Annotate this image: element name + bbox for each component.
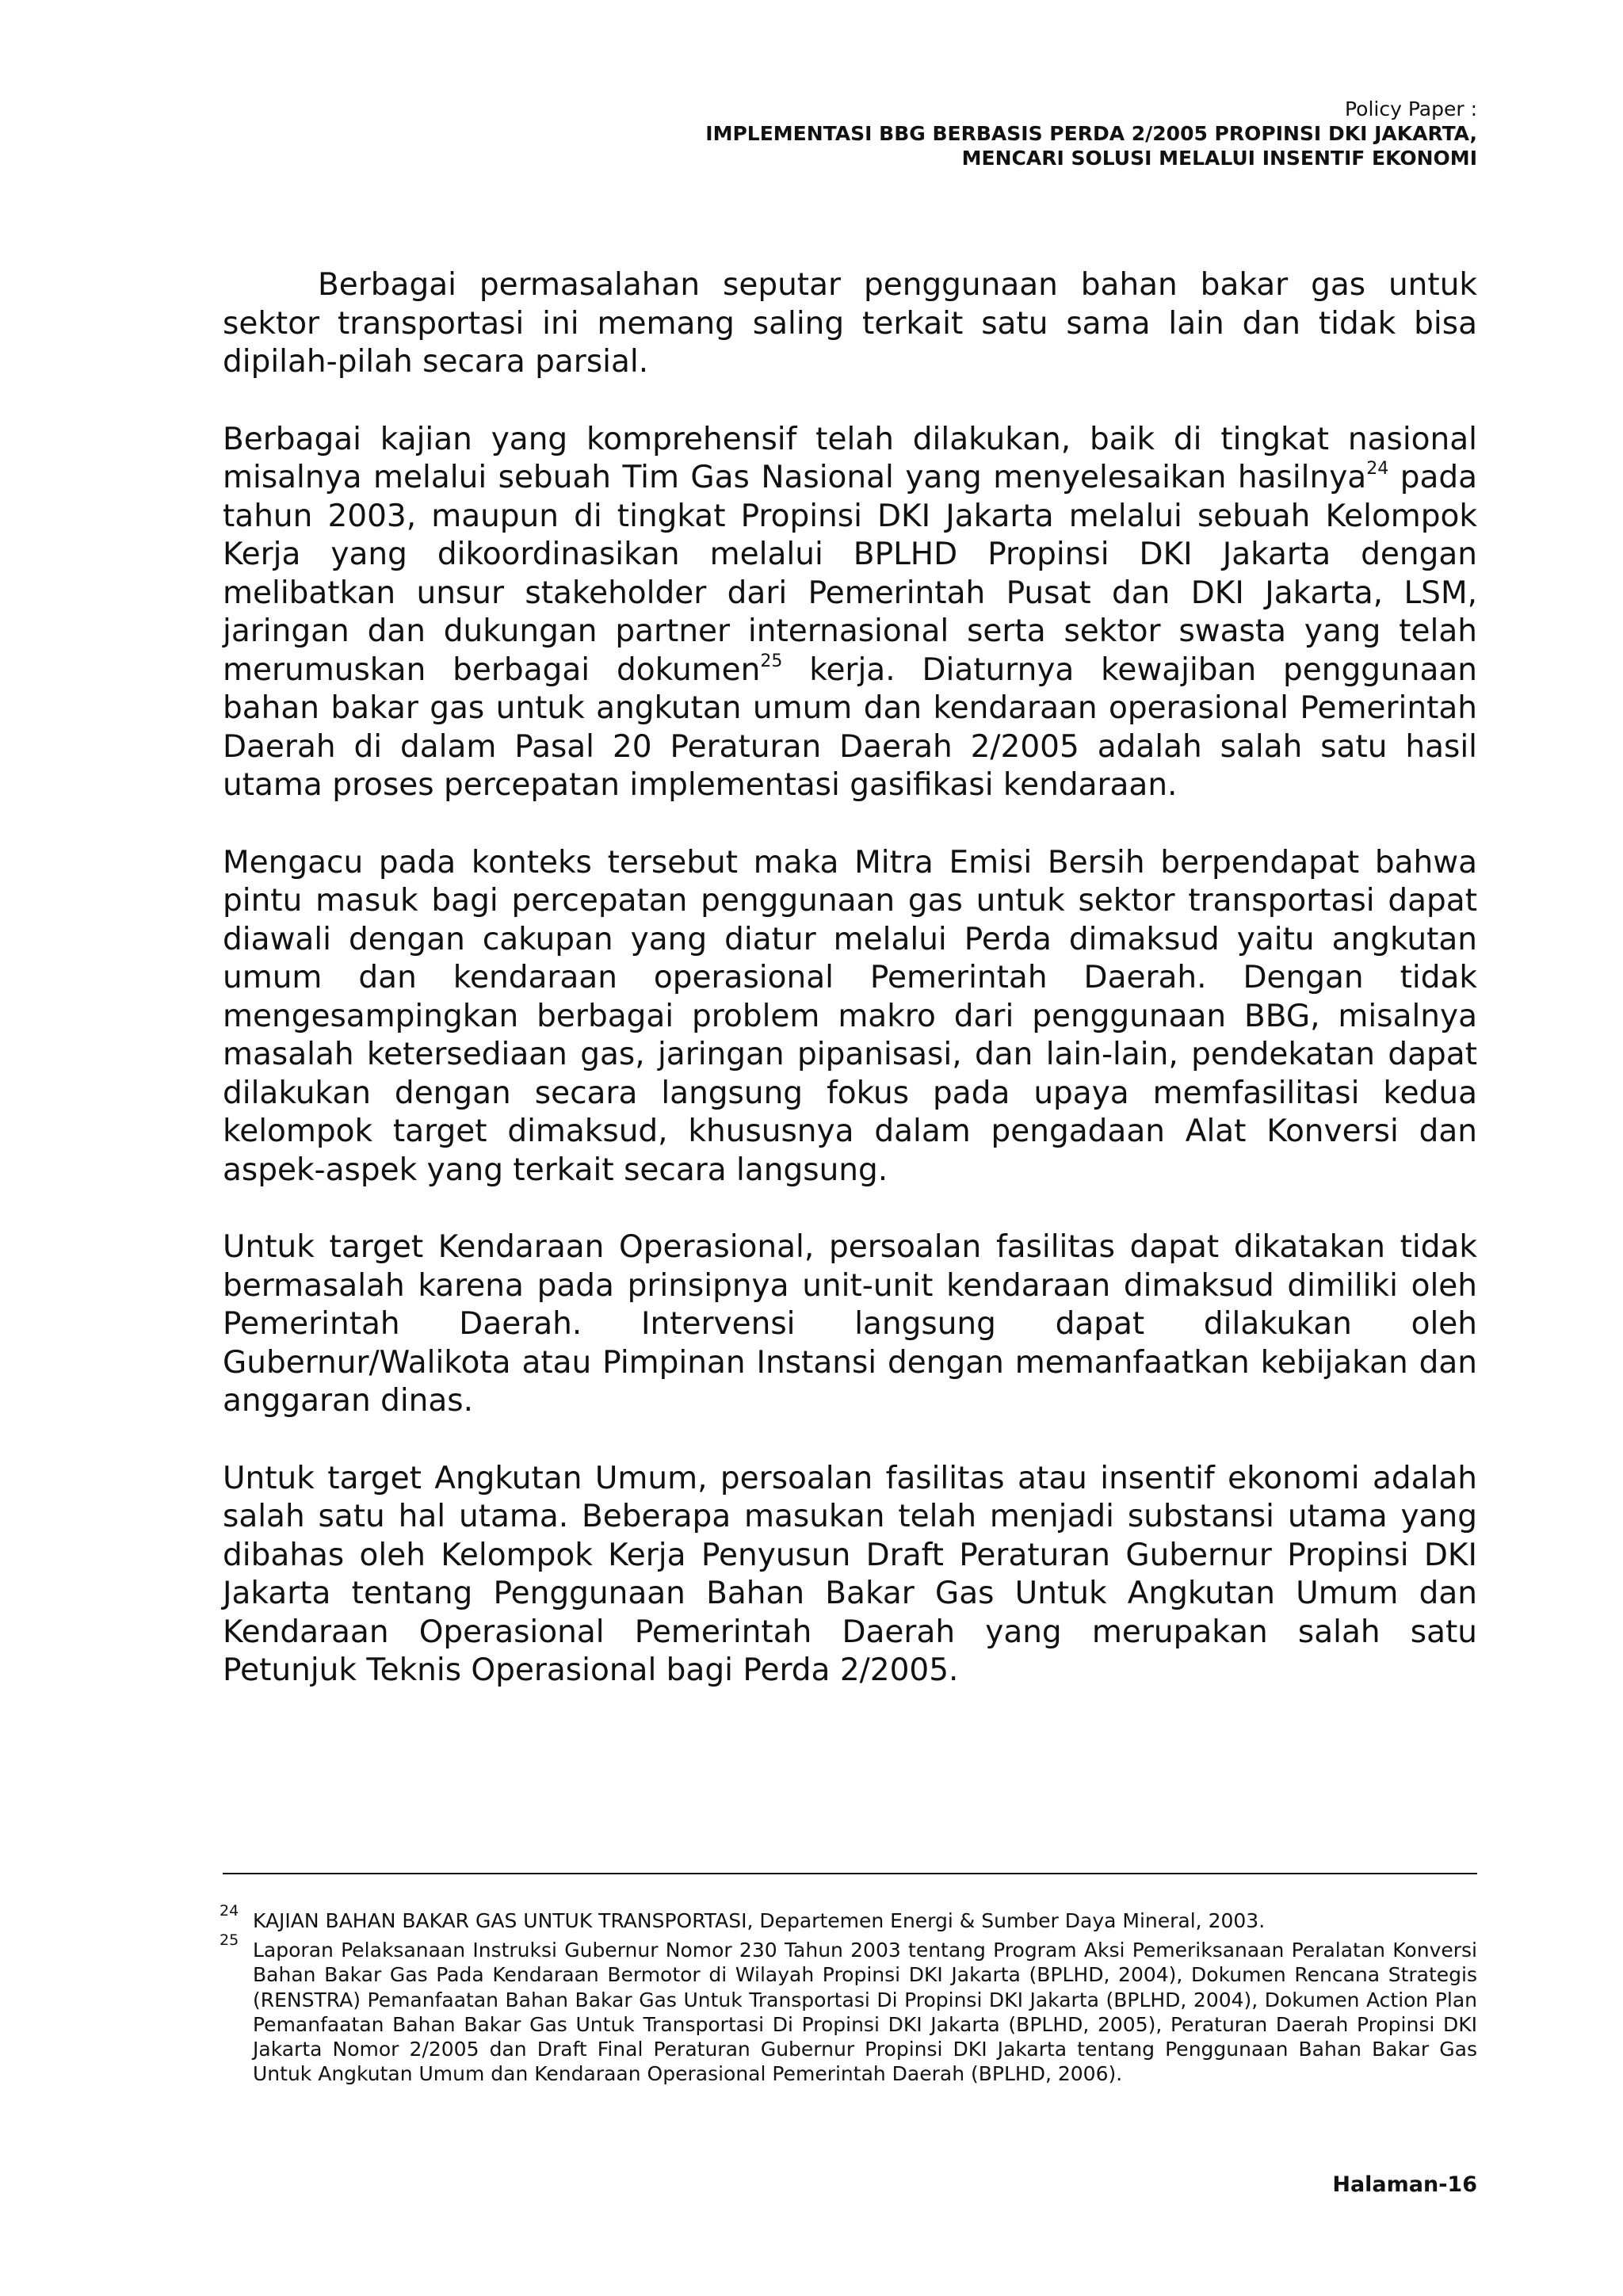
running-header — [705, 97, 1477, 170]
footnote-number: 25 — [220, 1931, 239, 1950]
footnote-ref-25[interactable]: 25 — [760, 651, 783, 671]
paragraph-2-part-b: pada tahun 2003, maupun di tingkat Propinsi DKI Jakarta melalui sebuah Kelompok Kerja yang dikoordinasikan melalui BPLHD Propinsi DKI Jakarta dengan melibatkan unsur stakeholder dari Pemerintah Pusat dan DKI Jakarta, LSM, jaringan dan dukungan partner internasional serta sektor swasta yang telah merumuskan berbagai dokumen — [223, 460, 1477, 688]
paragraph-4: Untuk target Kendaraan Operasional, persoalan fasilitas dapat dikatakan tidak bermasalah karena pada prinsipnya unit-unit kendaraan dimaksud dimiliki oleh Pemerintah Daerah. Intervensi langsung dapat dilakukan oleh Gubernur/Walikota atau Pimpinan Instansi dengan memanfaatkan kebijakan dan anggaran dinas. — [223, 1229, 1477, 1419]
body-text — [223, 266, 1477, 1690]
header-title-line-2: MENCARI SOLUSI MELALUI INSENTIF EKONOMI — [961, 147, 1477, 170]
footnotes — [220, 1902, 1477, 2091]
paragraph-3: Mengacu pada konteks tersebut maka Mitra Emisi Bersih berpendapat bahwa pintu masuk bagi percepatan penggunaan gas untuk sektor transportasi dapat diawali dengan cakupan yang diatur melalui Perda dimaksud yaitu angkutan umum dan kendaraan operasional Pemerintah Daerah. Dengan tidak mengesampingkan berbagai problem makro dari penggunaan BBG, misalnya masalah ketersediaan gas, jaringan pipanisasi, dan lain-lain, pendekatan dapat dilakukan dengan secara langsung fokus pada upaya memfasilitasi kedua kelompok target dimaksud, khususnya dalam pengadaan Alat Konversi dan aspek-aspek yang terkait secara langsung. — [223, 844, 1477, 1188]
paragraph-1: Berbagai permasalahan seputar penggunaan bahan bakar gas untuk sektor transportasi ini memang saling terkait satu sama lain dan tidak bisa dipilah-pilah secara parsial. — [223, 267, 1477, 380]
footnote-text: KAJIAN BAHAN BAKAR GAS UNTUK TRANSPORTASI, Departemen Energi & Sumber Daya Mineral, 2003. — [253, 1909, 1266, 1932]
paragraph-5: Untuk target Angkutan Umum, persoalan fasilitas atau insentif ekonomi adalah salah satu hal utama. Beberapa masukan telah menjadi substansi utama yang dibahas oleh Kelompok Kerja Penyusun Draft Peraturan Gubernur Propinsi DKI Jakarta tentang Penggunaan Bahan Bakar Gas Untuk Angkutan Umum dan Kendaraan Operasional Pemerintah Daerah yang merupakan salah satu Petunjuk Teknis Operasional bagi Perda 2/2005. — [223, 1460, 1477, 1688]
footnote-ref-24[interactable]: 24 — [1366, 459, 1389, 479]
paragraph-2-part-a: Berbagai kajian yang komprehensif telah dilakukan, baik di tingkat nasional misalnya melalui sebuah Tim Gas Nasional yang menyelesaikan hasilnya — [223, 421, 1477, 495]
footnote-number: 24 — [220, 1902, 239, 1920]
footnote-text: Laporan Pelaksanaan Instruksi Gubernur Nomor 230 Tahun 2003 tentang Program Aksi Pemeriksanaan Peralatan Konversi Bahan Bakar Gas Pada Kendaraan Bermotor di Wilayah Propinsi DKI Jakarta (BPLHD, 2004), Dokumen Rencana Strategis (RENSTRA) Pemanfaatan Bahan Bakar Gas Untuk Transportasi Di Propinsi DKI Jakarta (BPLHD, 2004), Dokumen Action Plan Pemanfaatan Bahan Bakar Gas Untuk Transportasi Di Propinsi DKI Jakarta (BPLHD, 2005), Peraturan Daerah Propinsi DKI Jakarta Nomor 2/2005 dan Draft Final Peraturan Gubernur Propinsi DKI Jakarta tentang Penggunaan Bahan Bakar Gas Untuk Angkutan Umum dan Kendaraan Operasional Pemerintah Daerah (BPLHD, 2006). — [253, 1939, 1477, 2086]
header-title-line-1: IMPLEMENTASI BBG BERBASIS PERDA 2/2005 PROPINSI DKI JAKARTA, — [705, 122, 1477, 145]
paragraph-2 — [223, 421, 1477, 805]
header-label: Policy Paper : — [1344, 97, 1477, 120]
footnote-divider — [223, 1873, 1477, 1874]
footnote-24 — [220, 1902, 1477, 1933]
paragraph-2-part-c: kerja. Diaturnya kewajiban penggunaan bahan bakar gas untuk angkutan umum dan kendaraan operasional Pemerintah Daerah di dalam Pasal 20 Peraturan Daerah 2/2005 adalah salah satu hasil utama proses percepatan implementasi gasifikasi kendaraan. — [223, 651, 1477, 803]
footnote-25 — [220, 1931, 1477, 2086]
page-number: Halaman-16 — [1332, 2172, 1477, 2197]
